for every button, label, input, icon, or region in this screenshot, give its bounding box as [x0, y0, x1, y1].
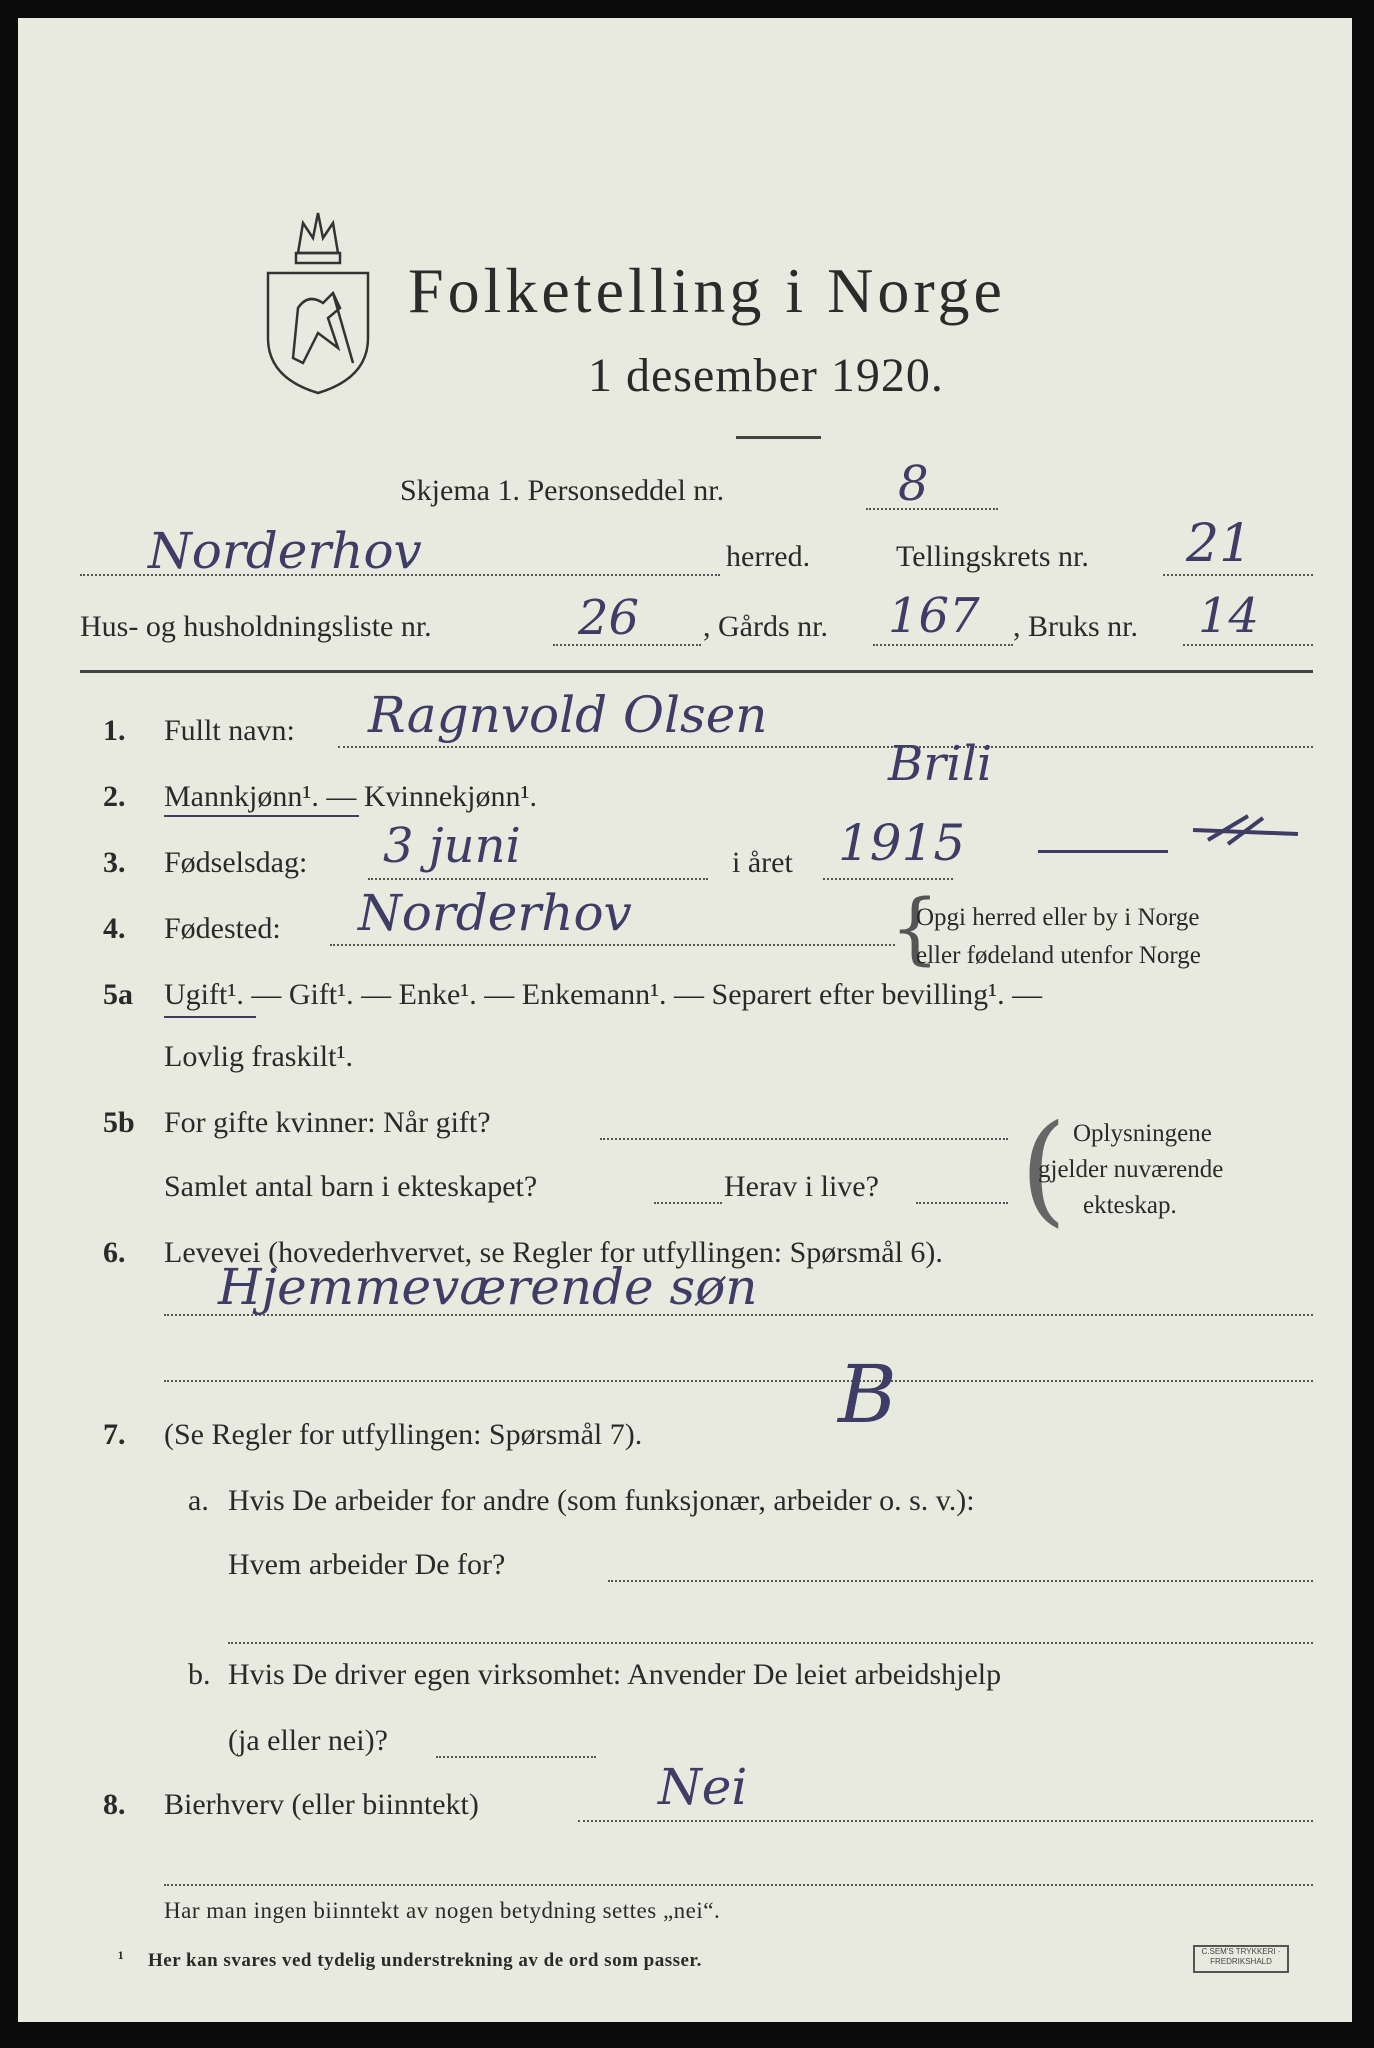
- q5a-ugift-underline: [164, 1016, 256, 1018]
- q6-line2: [164, 1380, 1313, 1382]
- q2-number: 2.: [103, 780, 126, 813]
- q4-note-line1: Opgi herred eller by i Norge: [916, 904, 1200, 931]
- q5b-married-line: [600, 1138, 1008, 1140]
- q5b-note-line1: Oplysningene: [1073, 1120, 1212, 1147]
- schema-label: Skjema 1. Personseddel nr.: [400, 474, 725, 507]
- q8-line: [578, 1820, 1313, 1822]
- q1-number: 1.: [103, 714, 126, 747]
- q1-label: Fullt navn:: [164, 714, 295, 747]
- q5b-line1: For gifte kvinner: Når gift?: [164, 1106, 491, 1139]
- q8-note: Har man ingen biinntekt av nogen betydning settes „nei“.: [164, 1898, 721, 1923]
- tellingskrets-value: 21: [1186, 514, 1253, 574]
- husliste-value: 26: [578, 590, 640, 646]
- coat-of-arms-icon: [258, 198, 378, 398]
- herred-label: herred.: [726, 540, 811, 573]
- q3-year-value: 1915: [838, 814, 966, 872]
- q4-label: Fødested:: [164, 912, 281, 945]
- q3-value: 3 juni: [383, 818, 521, 874]
- gards-line: [873, 644, 1013, 646]
- q3-year-line: [823, 878, 953, 880]
- q3-date-line: [368, 878, 708, 880]
- q3-dash-mark: [1038, 850, 1168, 853]
- printer-stamp: C.SEM'S TRYKKERI · FREDRIKSHALD: [1193, 1945, 1289, 1973]
- census-form-page: [18, 18, 1352, 2022]
- footnote: Her kan svares ved tydelig understrekning av de ord som passer.: [148, 1950, 702, 1971]
- q8-value: Nei: [658, 1758, 748, 1816]
- q5b-children-line: [654, 1202, 722, 1204]
- q7b-line1: Hvis De driver egen virksomhet: Anvender De leiet arbeidshjelp: [228, 1658, 1002, 1691]
- q7b-line2: (ja eller nei)?: [228, 1724, 388, 1757]
- personseddel-value: 8: [898, 456, 929, 512]
- q4-value: Norderhov: [358, 884, 632, 942]
- q7a-line-answer: [608, 1580, 1313, 1582]
- q6-label: Levevei (hovederhvervet, se Regler for utfyllingen: Spørsmål 6).: [164, 1236, 943, 1269]
- title-divider: [736, 436, 821, 439]
- bruks-line: [1183, 644, 1313, 646]
- footnote-mark: ¹: [118, 1948, 125, 1969]
- q8-number: 8.: [103, 1788, 126, 1821]
- bruks-label: , Bruks nr.: [1013, 610, 1139, 643]
- q3-year-label: i året: [732, 846, 793, 879]
- q6-mark: B: [838, 1348, 897, 1441]
- husliste-label: Hus- og husholdningsliste nr.: [80, 610, 432, 643]
- q3-label: Fødselsdag:: [164, 846, 308, 879]
- q5a-number: 5a: [103, 978, 133, 1011]
- q4-line: [330, 944, 895, 946]
- q1-value-continued: Brili: [888, 736, 993, 792]
- q7b-line-answer: [436, 1756, 596, 1758]
- q5b-note-line2: gjelder nuværende: [1038, 1156, 1224, 1183]
- q2-label: Mannkjønn¹. — Kvinnekjønn¹.: [164, 780, 537, 813]
- gards-value: 167: [888, 588, 980, 644]
- q5b-alive-line: [916, 1202, 1008, 1204]
- q8-line-extra: [164, 1884, 1313, 1886]
- q5b-children-label: Samlet antal barn i ekteskapet?: [164, 1170, 538, 1203]
- q7-label: (Se Regler for utfyllingen: Spørsmål 7).: [164, 1418, 643, 1451]
- q2-strike-mark: [1188, 808, 1308, 848]
- q5b-note-line3: ekteskap.: [1083, 1192, 1177, 1219]
- q6-number: 6.: [103, 1236, 126, 1269]
- q7b-letter: b.: [188, 1658, 211, 1691]
- herred-value: Norderhov: [148, 522, 422, 580]
- gards-label: , Gårds nr.: [703, 610, 828, 643]
- q5a-line2: Lovlig fraskilt¹.: [164, 1040, 353, 1073]
- q6-value: Hjemmeværende søn: [218, 1258, 758, 1316]
- q5a-line1: Ugift¹. — Gift¹. — Enke¹. — Enkemann¹. — Separert efter bevilling¹. —: [164, 978, 1043, 1011]
- tellingskrets-line: [1163, 574, 1313, 576]
- q8-label: Bierhverv (eller biinntekt): [164, 1788, 479, 1821]
- q3-number: 3.: [103, 846, 126, 879]
- q1-value: Ragnvold Olsen: [368, 686, 768, 744]
- q5b-alive-label: Herav i live?: [724, 1170, 879, 1203]
- header-separator: [80, 670, 1313, 673]
- q7a-line-extra: [228, 1642, 1313, 1644]
- tellingskrets-label: Tellingskrets nr.: [896, 540, 1089, 573]
- q5b-number: 5b: [103, 1106, 135, 1139]
- q7a-line2: Hvem arbeider De for?: [228, 1548, 506, 1581]
- q7a-letter: a.: [188, 1484, 209, 1517]
- q7-number: 7.: [103, 1418, 126, 1451]
- form-title: Folketelling i Norge: [408, 255, 1006, 326]
- bruks-value: 14: [1198, 588, 1260, 644]
- q7a-line1: Hvis De arbeider for andre (som funksjonær, arbeider o. s. v.):: [228, 1484, 975, 1517]
- q5b-brace: (: [1020, 1100, 1067, 1239]
- census-date: 1 desember 1920.: [588, 349, 944, 402]
- q1-line: [338, 746, 1313, 748]
- q4-number: 4.: [103, 912, 126, 945]
- personseddel-line: [866, 508, 998, 510]
- q2-mannkjonn-underline: [164, 815, 359, 817]
- q4-note-line2: eller fødeland utenfor Norge: [916, 942, 1201, 969]
- q4-brace: {: [890, 884, 940, 974]
